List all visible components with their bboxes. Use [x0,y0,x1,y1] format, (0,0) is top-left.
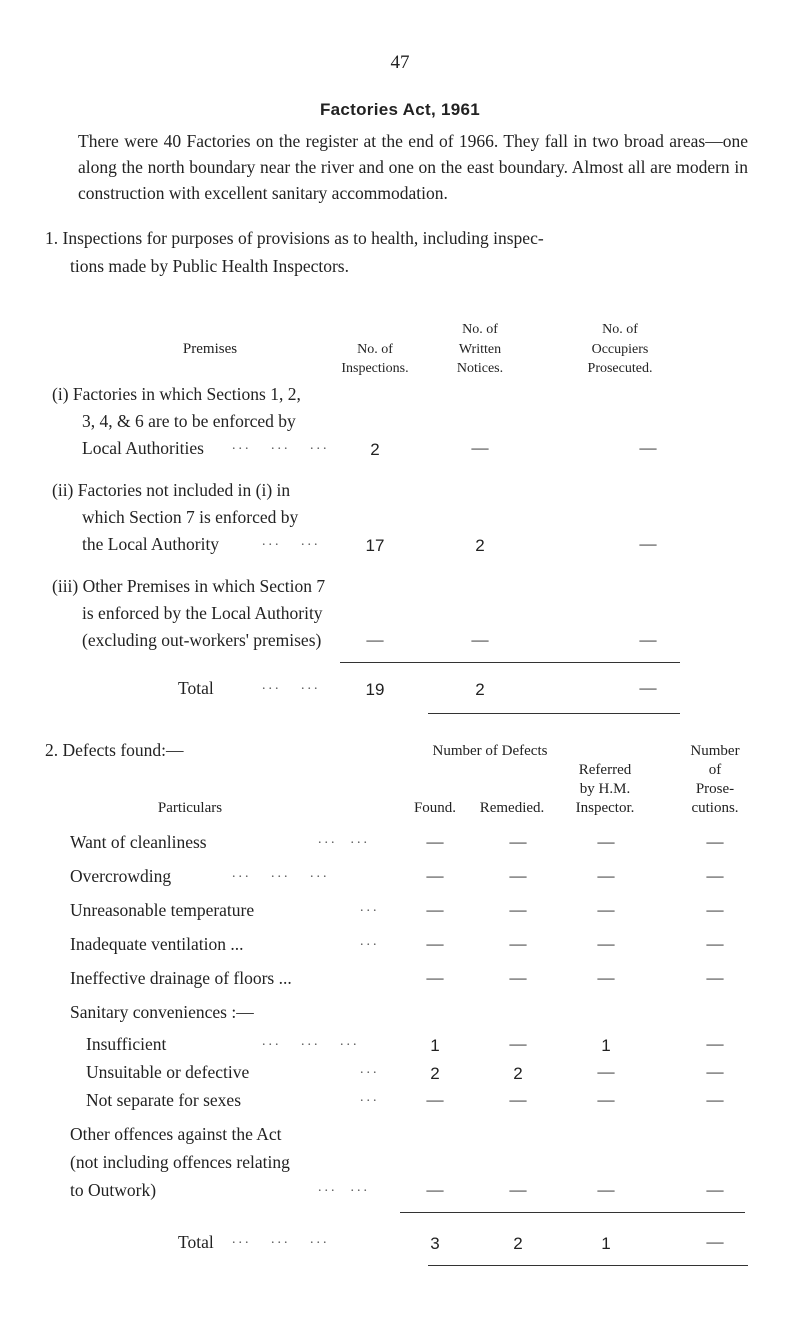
s2-row3-prosecutions: — [706,900,724,919]
s2-row3-found: — [426,900,444,919]
section1-intro-line2: tions made by Public Health Inspectors. [70,256,349,276]
s2-header-referred-1: Referred [578,762,632,778]
s1-row1-prosecuted: — [639,438,657,457]
s1-row2-prosecuted: — [639,534,657,553]
s1-row3-label-line1: (iii) Other Premises in which Section 7 [52,576,326,596]
s1-row3-label-line2: is enforced by the Local Authority [82,603,323,623]
s2-row3-referred: — [597,900,615,919]
s2-row1-leader: ... ... [318,832,370,847]
s1-header-inspections-2: Inspections. [341,361,409,376]
section1-intro-line1: 1. Inspections for purposes of provisions as to health, including inspec- [45,228,544,248]
s1-row2-leader: ... ... [262,534,321,549]
s1-row3-prosecuted: — [639,630,657,649]
s2-row5-found: — [426,968,444,987]
s1-total-notices: 2 [475,680,485,699]
s2-sanitary-row3-found: — [426,1090,444,1109]
s2-row1-label: Want of cleanliness [70,832,207,852]
s2-row2-remedied: — [509,866,527,885]
s2-sanitary-row3-prosecutions: — [706,1090,724,1109]
s2-total-prosecutions: — [706,1232,724,1251]
s1-row3-inspections: — [366,630,384,649]
s1-row1-label-line1: (i) Factories in which Sections 1, 2, [52,384,301,404]
s1-row1-leader: ... ... ... [232,438,330,453]
s2-row5-prosecutions: — [706,968,724,987]
s2-total-rule-bottom [428,1265,748,1266]
page-number: 47 [390,52,410,73]
s2-row2-found: — [426,866,444,885]
s2-sanitary-row3-leader: ... [360,1090,380,1105]
s2-other-prosecutions: — [706,1180,724,1199]
s2-header-remedied: Remedied. [479,800,545,816]
s2-row3-label: Unreasonable temperature [70,900,255,920]
s1-row2-label-line2: which Section 7 is enforced by [82,507,299,527]
s2-other-referred: — [597,1180,615,1199]
s1-header-notices-2: Written [458,342,502,357]
s1-total-prosecuted: — [639,678,657,697]
s2-row2-leader: ... ... ... [232,866,330,881]
s2-other-label-line3: to Outwork) [70,1180,157,1200]
s1-total-inspections: 19 [365,680,385,699]
s1-row1-label-line2: 3, 4, & 6 are to be enforced by [82,411,296,431]
s2-total-leader: ... ... ... [232,1232,330,1247]
s1-row2-label-line1: (ii) Factories not included in (i) in [52,480,291,500]
s2-row5-label: Ineffective drainage of floors ... [70,968,292,988]
s2-row4-remedied: — [509,934,527,953]
s1-header-prosecuted-1: No. of [602,322,638,337]
s2-sanitary-heading: Sanitary conveniences :— [70,1002,254,1022]
s2-row2-prosecutions: — [706,866,724,885]
s2-header-particulars: Particulars [157,800,223,816]
s2-sanitary-row1-label: Insufficient [86,1034,167,1054]
s1-header-premises: Premises [182,341,238,357]
s2-sanitary-row1-remedied: — [509,1034,527,1053]
s1-header-prosecuted-2: Occupiers [591,342,649,357]
s1-row2-inspections: 17 [365,536,385,555]
s2-header-number-of-defects: Number of Defects [432,743,548,759]
s1-header-notices-3: Notices. [456,361,504,376]
s2-sanitary-row1-referred: 1 [601,1036,611,1055]
s2-total-label: Total [178,1232,214,1252]
s2-row4-prosecutions: — [706,934,724,953]
s2-sanitary-row1-prosecutions: — [706,1034,724,1053]
s2-header-prosecutions-4: cutions. [691,800,739,816]
s1-header-notices-1: No. of [462,322,498,337]
s1-row1-inspections: 2 [370,440,380,459]
s2-row4-found: — [426,934,444,953]
s2-sanitary-row2-leader: ... [360,1062,380,1077]
s2-sanitary-row2-remedied: 2 [513,1064,523,1083]
s2-row1-referred: — [597,832,615,851]
s1-total-rule-top [340,662,680,663]
s2-row1-remedied: — [509,832,527,851]
s2-header-referred-2: by H.M. [579,781,631,797]
s1-total-label: Total [178,678,214,698]
s1-header-prosecuted-3: Prosecuted. [587,361,653,376]
s2-sanitary-row3-remedied: — [509,1090,527,1109]
s2-other-leader: ... ... [318,1180,370,1195]
s1-header-inspections-1: No. of [357,342,393,357]
s1-total-rule-bottom [428,713,680,714]
s1-total-leader: ... ... [262,678,321,693]
s2-row2-referred: — [597,866,615,885]
s2-row1-found: — [426,832,444,851]
s2-sanitary-row1-leader: ... ... ... [262,1034,360,1049]
s2-row4-leader: ... [360,934,380,949]
s2-total-rule-top [400,1212,745,1213]
s1-row3-label-line3: (excluding out-workers' premises) [82,630,322,650]
s2-header-referred-3: Inspector. [575,800,635,816]
s2-other-label-line2: (not including offences relating [70,1152,290,1172]
s2-other-remedied: — [509,1180,527,1199]
s1-row1-notices: — [471,438,489,457]
s2-sanitary-row2-prosecutions: — [706,1062,724,1081]
s2-row4-label: Inadequate ventilation ... [70,934,244,954]
s2-header-prosecutions-1: Number [690,743,740,759]
intro-paragraph: There were 40 Factories on the register at the end of 1966. They fall in two broad areas—one along the north boundary near the river and one on the east boundary. Almost all are modern in construction with excellent sanitary accommodation. [78,131,748,203]
s2-total-referred: 1 [601,1234,611,1253]
s1-row3-notices: — [471,630,489,649]
s2-total-found: 3 [430,1234,440,1253]
s2-total-remedied: 2 [513,1234,523,1253]
s2-header-found: Found. [413,800,457,816]
s2-other-found: — [426,1180,444,1199]
s2-row3-remedied: — [509,900,527,919]
s2-sanitary-row3-label: Not separate for sexes [86,1090,242,1110]
s2-row5-referred: — [597,968,615,987]
s1-row2-notices: 2 [475,536,485,555]
s2-sanitary-row3-referred: — [597,1090,615,1109]
page-title: Factories Act, 1961 [319,100,481,119]
s2-row1-prosecutions: — [706,832,724,851]
s2-sanitary-row2-label: Unsuitable or defective [86,1062,250,1082]
s2-other-label-line1: Other offences against the Act [70,1124,282,1144]
s2-sanitary-row2-found: 2 [430,1064,440,1083]
s2-row4-referred: — [597,934,615,953]
s2-row2-label: Overcrowding [70,866,172,886]
section2-intro: 2. Defects found:— [45,740,184,760]
s2-header-prosecutions-2: of [708,762,722,778]
s2-header-prosecutions-3: Prose- [695,781,735,797]
s2-row5-remedied: — [509,968,527,987]
s2-sanitary-row1-found: 1 [430,1036,440,1055]
s1-row1-label-line3: Local Authorities [82,438,204,458]
s1-row2-label-line3: the Local Authority [82,534,220,554]
s2-sanitary-row2-referred: — [597,1062,615,1081]
s2-row3-leader: ... [360,900,380,915]
